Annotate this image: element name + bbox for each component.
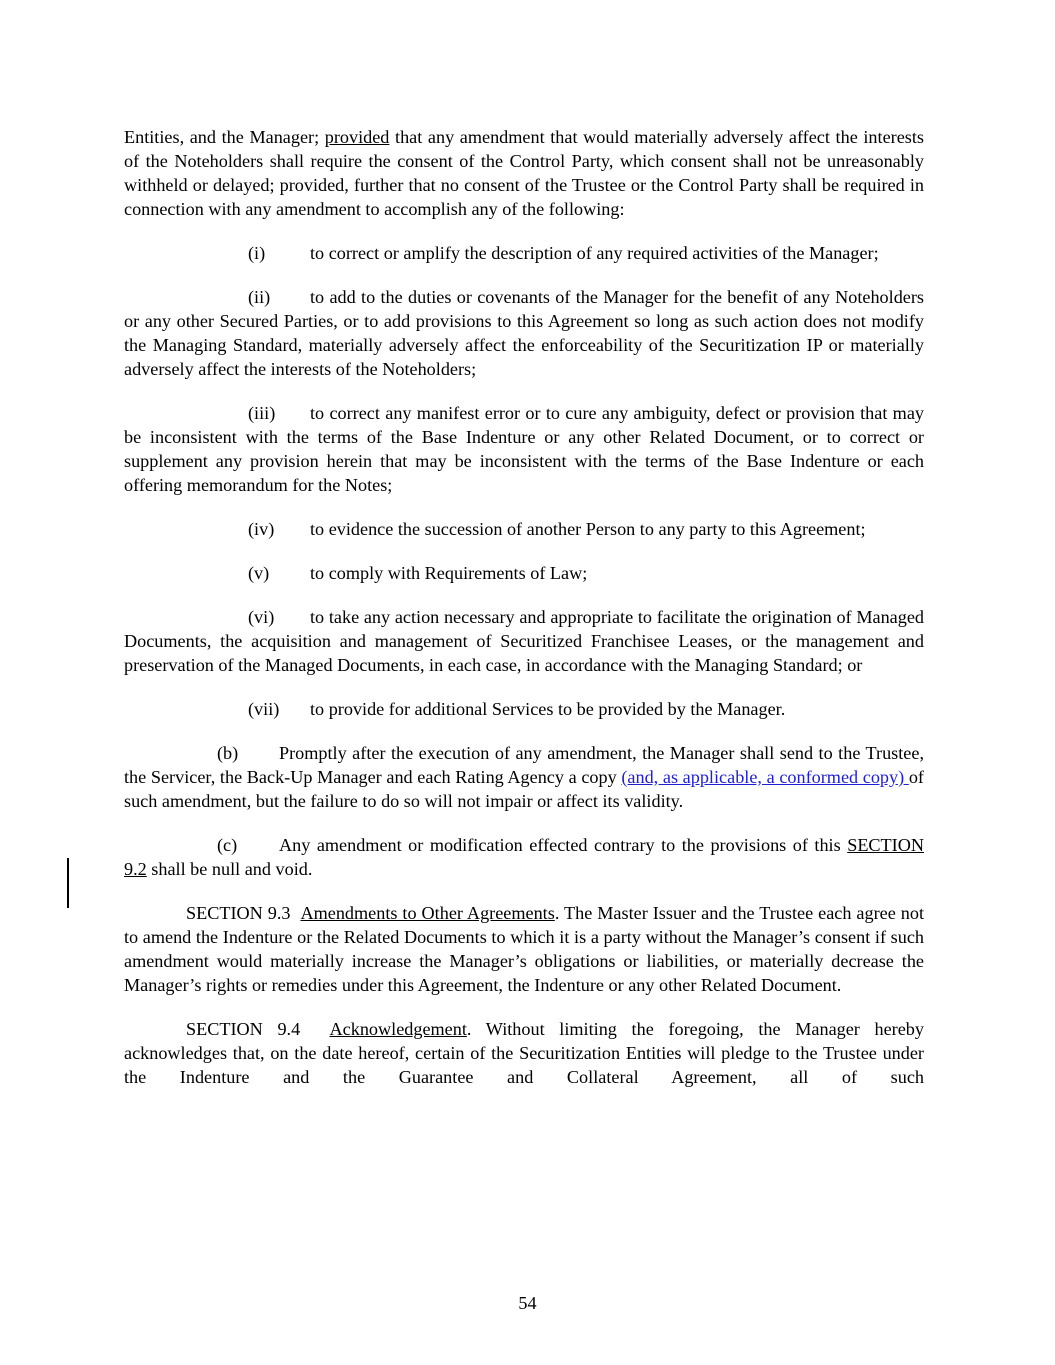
section-9-3	[124, 901, 924, 997]
section-title: Acknowledgement	[329, 1019, 467, 1039]
paragraph-label: (b)	[217, 743, 239, 763]
document-body	[124, 125, 924, 1109]
item-label: (i)	[248, 243, 266, 263]
paragraph-label: (c)	[217, 835, 238, 855]
item-text: to add to the duties or covenants of the Manager for the benefit of any Noteholders or any other Secured Parties, or to add provisions to this Agreement so long as such action does not modify the Managing Standard, materially adversely affect the enforceability of the Securitization IP or materially adversely affect the interests of the Noteholders;	[124, 287, 924, 379]
item-iii	[124, 401, 924, 497]
item-i	[124, 241, 924, 265]
item-label: (v)	[248, 563, 270, 583]
paragraph-c-text-2: shall be null and void.	[146, 859, 313, 879]
item-iv	[124, 517, 924, 541]
revision-change-bar	[67, 858, 69, 908]
section-title: Amendments to Other Agreements	[300, 903, 555, 923]
item-label: (iv)	[248, 519, 275, 539]
item-label: (iii)	[248, 403, 276, 423]
page-number: 54	[518, 1293, 537, 1313]
item-text: to provide for additional Services to be provided by the Manager.	[310, 699, 786, 719]
section-text: . Without limiting the foregoing, the Manager hereby acknowledges that, on the date hereof, certain of the Securitization Entities will pledge to the Trustee under the Indenture and the Guarantee and Collateral Agreement, all of such	[124, 1019, 924, 1087]
item-ii	[124, 285, 924, 381]
section-text: . The Master Issuer and the Trustee each agree not to amend the Indenture or the Related Documents to which it is a party without the Manager’s consent if such amendment would materially increase the Manager’s obligations or liabilities, or materially decrease the Manager’s rights or remedies under this Agreement, the Indenture or any other Related Document.	[124, 903, 924, 995]
item-label: (vi)	[248, 607, 275, 627]
section-9-4	[124, 1017, 924, 1089]
item-text: to correct or amplify the description of any required activities of the Manager;	[310, 243, 879, 263]
item-text: to comply with Requirements of Law;	[310, 563, 588, 583]
paragraph-c	[124, 833, 924, 881]
item-text: to correct any manifest error or to cure any ambiguity, defect or provision that may be inconsistent with the terms of the Base Indenture or any other Related Document, or to correct or supplement any provision herein that may be inconsistent with the terms of the Base Indenture or each offering memorandum for the Notes;	[124, 403, 924, 495]
intro-text-1: Entities, and the Manager;	[124, 127, 325, 147]
item-v	[124, 561, 924, 585]
item-label: (ii)	[248, 287, 271, 307]
item-label: (vii)	[248, 699, 280, 719]
item-vii	[124, 697, 924, 721]
paragraph-b-text-1: Promptly after the execution of any amendment, the Manager shall send to the Trustee, the Servicer, the Back-Up Manager and each Rating Agency a copy	[124, 743, 924, 787]
inserted-text: (and, as applicable, a conformed copy)	[621, 767, 909, 787]
paragraph-b-text-2: of such amendment, but the failure to do so will not impair or affect its validity.	[124, 767, 924, 811]
paragraph-b	[124, 741, 924, 813]
intro-text-2: that any amendment that would materially adversely affect the interests of the Noteholders shall require the consent of the Control Party, which consent shall not be unreasonably withheld or delayed; provided, further that no consent of the Trustee or the Control Party shall be required in connection with any amendment to accomplish any of the following:	[124, 127, 924, 219]
provided-term: provided	[324, 127, 390, 147]
item-text: to take any action necessary and appropriate to facilitate the origination of Managed Documents, the acquisition and management of Securitized Franchisee Leases, or the management and preservation of the Managed Documents, in each case, in accordance with the Managing Standard; or	[124, 607, 924, 675]
item-text: to evidence the succession of another Person to any party to this Agreement;	[310, 519, 866, 539]
section-heading: SECTION 9.4	[186, 1019, 301, 1039]
item-vi	[124, 605, 924, 677]
section-heading: SECTION 9.3	[186, 903, 291, 923]
paragraph-c-text-1: Any amendment or modification effected contrary to the provisions of this	[279, 835, 848, 855]
section-reference: SECTION 9.2	[124, 835, 924, 879]
intro-paragraph	[124, 125, 924, 221]
